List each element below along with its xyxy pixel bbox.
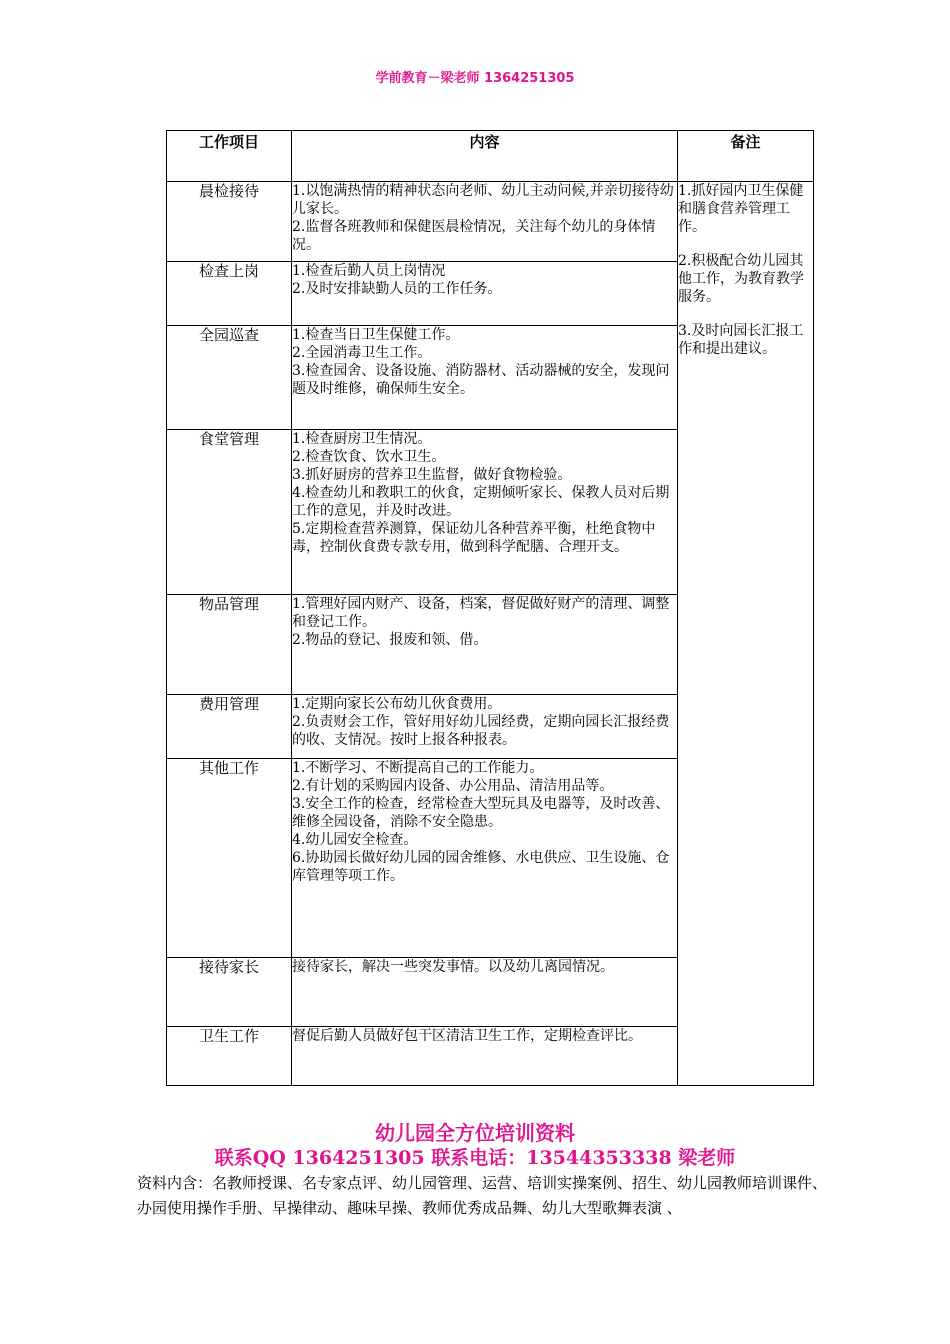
content-line: 1.定期向家长公布幼儿伙食费用。 (292, 696, 502, 712)
notes-cell (678, 182, 814, 1086)
column-header-notes: 备注 (678, 131, 814, 182)
table-header-row (167, 131, 814, 182)
row-item: 检查上岗 (167, 262, 292, 326)
content-line: 1.管理好园内财产、设备，档案，督促做好财产的清理、调整和登记工作。 (292, 596, 670, 630)
row-content (292, 695, 678, 759)
note-text: 2.积极配合幼儿园其他工作，为教育教学服务。 (678, 253, 804, 305)
row-content (292, 182, 678, 262)
footer-description: 资料内含：名教师授课、名专家点评、幼儿园管理、运营、培训实操案例、招生、幼儿园教师培训课件、办园使用操作手册、早操律动、趣味早操、教师优秀成品舞、幼儿大型歌舞表演 、 (137, 1174, 828, 1217)
content-line: 2.负责财会工作，管好用好幼儿园经费，定期向园长汇报经费的收、支情况。按时上报各种报表。 (292, 714, 670, 748)
content-line: 4.检查幼儿和教职工的伙食，定期倾听家长、保教人员对后期工作的意见，并及时改进。 (292, 485, 670, 519)
content-line: 2.监督各班教师和保健医晨检情况，关注每个幼儿的身体情况。 (292, 219, 656, 253)
content-line: 3.检查园舍、设备设施、消防器材、活动器械的安全，发现问题及时维修，确保师生安全。 (292, 363, 670, 397)
row-content (292, 262, 678, 326)
content-line: 2.检查饮食、饮水卫生。 (292, 449, 446, 465)
row-item: 卫生工作 (167, 1027, 292, 1086)
row-content (292, 958, 678, 1027)
row-item: 费用管理 (167, 695, 292, 759)
content-line: 1.检查后勤人员上岗情况 (292, 263, 446, 279)
table-row (167, 182, 814, 262)
column-header-item: 工作项目 (167, 131, 292, 182)
content-line: 2.及时安排缺勤人员的工作任务。 (292, 281, 502, 297)
footer-contact: 联系QQ 1364251305 联系电话：13544353338 梁老师 (214, 1147, 736, 1169)
row-content (292, 1027, 678, 1086)
row-content (292, 759, 678, 958)
row-item: 物品管理 (167, 595, 292, 695)
content-line: 2.有计划的采购园内设备、办公用品、清洁用品等。 (292, 778, 614, 794)
content-line: 5.定期检查营养测算，保证幼儿各种营养平衡，杜绝食物中毒，控制伙食费专款专用，做到科学配膳、合理开支。 (292, 521, 656, 555)
content-line: 3.抓好厨房的营养卫生监督，做好食物检验。 (292, 467, 572, 483)
note-text: 3.及时向园长汇报工作和提出建议。 (678, 323, 804, 357)
content-line: 1.检查厨房卫生情况。 (292, 431, 432, 447)
row-content (292, 326, 678, 430)
work-table (166, 130, 814, 1086)
content-line: 3.安全工作的检查，经常检查大型玩具及电器等，及时改善、维修全园设备，消除不安全隐患。 (292, 796, 670, 830)
row-item: 全园巡查 (167, 326, 292, 430)
content-line: 6.协助园长做好幼儿园的园舍维修、水电供应、卫生设施、仓库管理等项工作。 (292, 850, 670, 884)
content-line: 1.不断学习、不断提高自己的工作能力。 (292, 760, 544, 776)
content-line: 4.幼儿园安全检查。 (292, 832, 418, 848)
footer-title: 幼儿园全方位培训资料 (375, 1121, 575, 1145)
row-item: 食堂管理 (167, 430, 292, 595)
row-item: 其他工作 (167, 759, 292, 958)
content-line: 1.检查当日卫生保健工作。 (292, 327, 460, 343)
row-item: 接待家长 (167, 958, 292, 1027)
row-content (292, 430, 678, 595)
note-text: 1.抓好园内卫生保健和膳食营养管理工作。 (678, 183, 804, 235)
content-line: 2.物品的登记、报废和领、借。 (292, 632, 488, 648)
content-line: 接待家长，解决一些突发事情。以及幼儿离园情况。 (292, 959, 614, 975)
page-header: 学前教育－梁老师 1364251305 (375, 71, 575, 86)
row-item: 晨检接待 (167, 182, 292, 262)
row-content (292, 595, 678, 695)
content-line: 督促后勤人员做好包干区清洁卫生工作，定期检查评比。 (292, 1028, 642, 1044)
content-line: 2.全园消毒卫生工作。 (292, 345, 432, 361)
column-header-content: 内容 (292, 131, 678, 182)
content-line: 1.以饱满热情的精神状态向老师、幼儿主动问候,并亲切接待幼儿家长。 (292, 183, 674, 217)
